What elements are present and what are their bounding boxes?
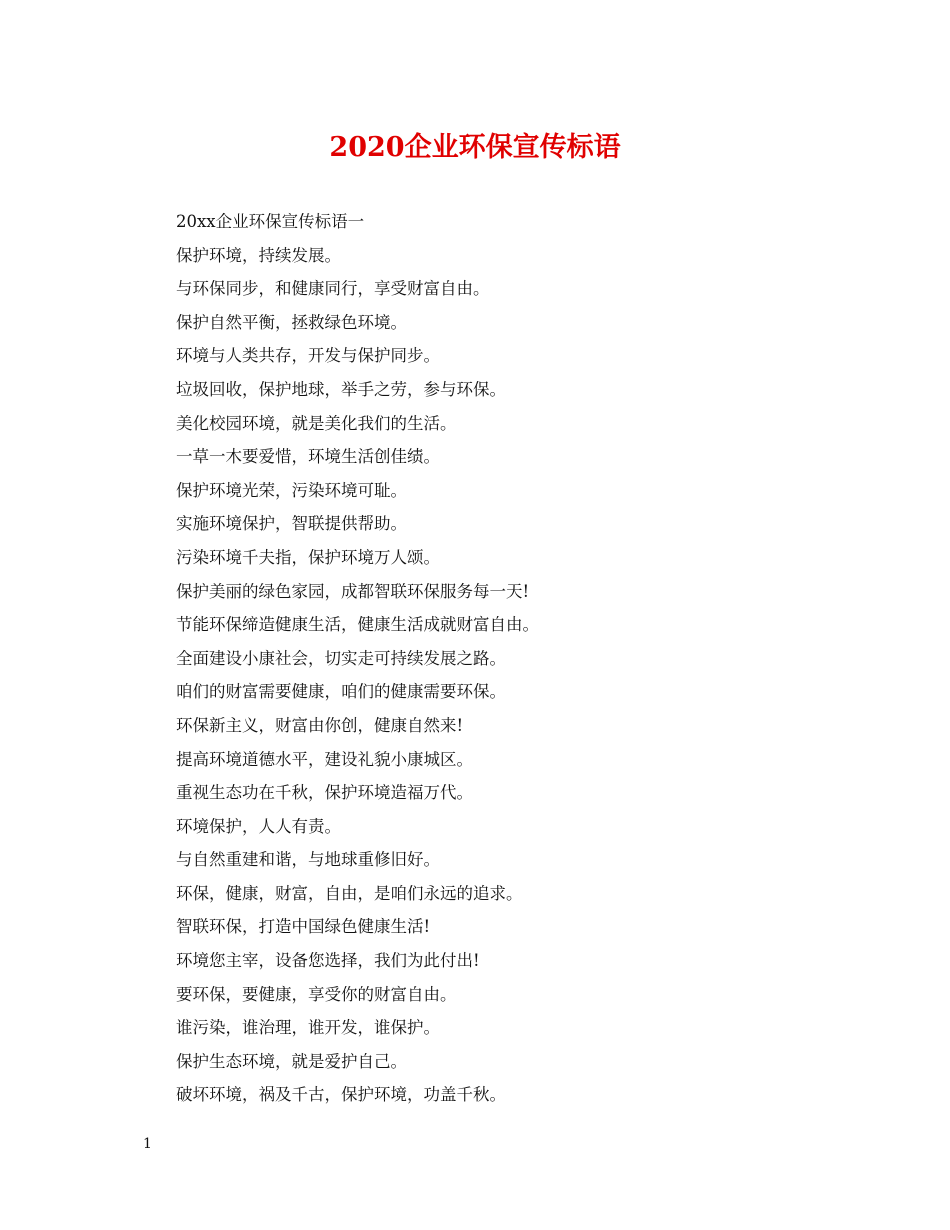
slogan-list (176, 207, 539, 1114)
slogan-line: 环保，健康，财富，自由，是咱们永远的追求。 (176, 883, 523, 903)
slogan-line: 破坏环境，祸及千古，保护环境，功盖千秋。 (176, 1085, 506, 1105)
slogan-line: 保护生态环境，就是爱护自己。 (176, 1051, 407, 1071)
slogan-line: 保护美丽的绿色家园，成都智联环保服务每一天! (176, 581, 530, 601)
slogan-line: 污染环境千夫指，保护环境万人颂。 (176, 547, 440, 567)
slogan-line: 谁污染，谁治理，谁开发，谁保护。 (176, 1018, 440, 1038)
slogan-line: 环境您主宰，设备您选择，我们为此付出! (176, 951, 480, 971)
slogan-line: 保护自然平衡，拯救绿色环境。 (176, 312, 407, 332)
slogan-line: 美化校园环境，就是美化我们的生活。 (176, 413, 457, 433)
slogan-line: 重视生态功在千秋，保护环境造福万代。 (176, 783, 473, 803)
slogan-line: 垃圾回收，保护地球，举手之劳，参与环保。 (176, 379, 506, 399)
slogan-line: 与自然重建和谐，与地球重修旧好。 (176, 850, 440, 870)
slogan-line: 保护环境光荣，污染环境可耻。 (176, 480, 407, 500)
slogan-line: 提高环境道德水平，建设礼貌小康城区。 (176, 749, 473, 769)
slogan-line: 实施环境保护，智联提供帮助。 (176, 514, 407, 534)
slogan-line: 咱们的财富需要健康，咱们的健康需要环保。 (176, 682, 506, 702)
slogan-line: 全面建设小康社会，切实走可持续发展之路。 (176, 648, 506, 668)
slogan-line: 环保新主义，财富由你创，健康自然来! (176, 715, 464, 735)
document-title: 2020企业环保宣传标语 (329, 132, 621, 163)
slogan-line: 环境保护，人人有责。 (176, 816, 341, 836)
slogan-line: 20xx企业环保宣传标语一 (176, 212, 365, 231)
slogan-line: 与环保同步，和健康同行，享受财富自由。 (176, 279, 490, 299)
slogan-line: 智联环保，打造中国绿色健康生活! (176, 917, 431, 937)
slogan-line: 保护环境，持续发展。 (176, 245, 341, 265)
slogan-line: 要环保，要健康，享受你的财富自由。 (176, 984, 457, 1004)
page-number: 1 (143, 1136, 152, 1152)
slogan-line: 环境与人类共存，开发与保护同步。 (176, 346, 440, 366)
slogan-line: 一草一木要爱惜，环境生活创佳绩。 (176, 447, 440, 467)
slogan-line: 节能环保缔造健康生活，健康生活成就财富自由。 (176, 615, 539, 635)
